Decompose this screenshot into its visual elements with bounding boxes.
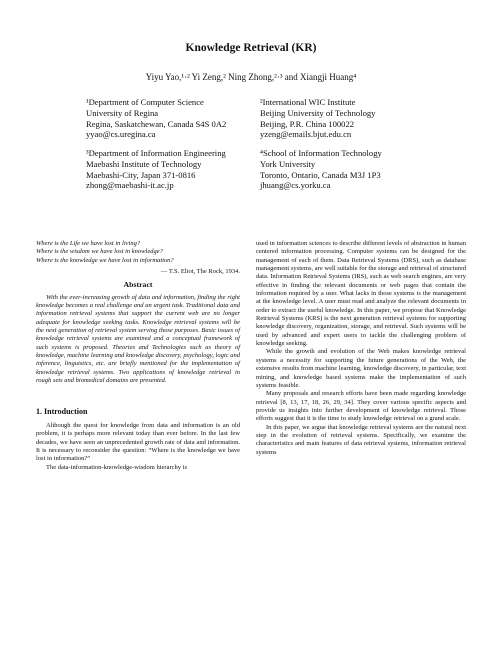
affiliation-email: yzeng@emails.bjut.edu.cn bbox=[260, 129, 352, 140]
body-paragraph: In this paper, we argue that knowledge retrieval systems are the natural next step in the evolution of retrieval systems. Specifically, we examine the characteristics and main features of data retrieval systems, information retrieval systems bbox=[256, 423, 466, 456]
affiliation-3 bbox=[86, 148, 226, 191]
body-paragraph: Many proposals and research efforts have been made regarding knowledge retrieval [8, 13, 17, 18, 26, 29, 34]. They cover various specific aspects and provide us insights into further development of knowledge retrieval. Those efforts suggest that it is the time to study knowledge retrieval on a grand scale. bbox=[256, 390, 466, 423]
affiliation-1 bbox=[86, 97, 226, 140]
affiliation-2 bbox=[260, 97, 375, 140]
right-column bbox=[256, 240, 466, 457]
body-paragraph: While the growth and evolution of the Web makes knowledge retrieval systems a necessity for supporting the future generations of the Web, the extensive results from machine learning, knowledge discovery, in particular, text mining, and knowledge based systems make the implementation of such systems feasible. bbox=[256, 348, 466, 389]
affiliation-line: Maebashi Institute of Technology bbox=[86, 158, 202, 169]
body-paragraph: The data-information-knowledge-wisdom hierarchy is bbox=[46, 463, 187, 471]
affiliation-4 bbox=[260, 148, 382, 191]
epigraph-line: Where is the Life we have lost in living? bbox=[36, 240, 141, 247]
section-heading-introduction: 1. Introduction bbox=[36, 406, 88, 416]
abstract-heading: Abstract bbox=[123, 280, 153, 290]
affiliation-line: University of Regina bbox=[86, 107, 159, 118]
affiliation-line: ²International WIC Institute bbox=[260, 97, 356, 107]
epigraph bbox=[36, 240, 240, 265]
epigraph-attribution: — T.S. Eliot, The Rock, 1934. bbox=[160, 268, 240, 276]
affiliation-line: Toronto, Ontario, Canada M3J 1P3 bbox=[260, 169, 381, 180]
left-column bbox=[36, 240, 240, 472]
paper-title: Knowledge Retrieval (KR) bbox=[185, 42, 317, 54]
body-paragraph: used in information sciences to describe different levels of abstraction in human centered information processing. Computer systems can be designed for the management of each of them. Data Retrieval Systems (DRS), such as database management systems, are well suitable for the storage and retrieval of structured data. Information Retrieval Systems (IRS), such as web search engines, are very effective in finding the relevant documents or web pages that contain the information required by a user. What lacks in those systems is the management at the knowledge level. A user must read and analyze the relevant documents in order to extract the useful knowledge. In this paper, we propose that Knowledge Retrieval Systems (KRS) is the next generation retrieval systems for supporting knowledge discovery, organization, storage, and retrieval. Such systems will be used by advanced and expert users to tackle the challenging problem of knowledge seeking. bbox=[256, 240, 466, 348]
affiliation-line: York University bbox=[260, 158, 316, 169]
epigraph-line: Where is the wisdom we have lost in knowledge? bbox=[36, 248, 163, 256]
affiliation-line: ³Department of Information Engineering bbox=[86, 148, 226, 158]
epigraph-line: Where is the knowledge we have lost in information? bbox=[36, 256, 174, 264]
abstract-text: With the ever-increasing growth of data and information, finding the right knowledge becomes a real challenge and an urgent task. Traditional data and information retrieval systems that support the current web are no longer adequate for knowledge seeking tasks. Knowledge retrieval systems will be the next generation of retrieval system serving those purposes. Basic issues of knowledge retrieval systems are examined and a conceptual framework of such systems is proposed. Theories and Technologies such as theory of knowledge, machine learning and knowledge discovery, psychology, logic and inference, linguistics, etc. are briefly mentioned for the implementation of knowledge retrieval systems. Two applications of knowledge retrieval in rough sets and biomedical domains are presented. bbox=[36, 293, 240, 385]
affiliation-line: ⁴School of Information Technology bbox=[260, 148, 382, 158]
affiliation-email: yyao@cs.uregina.ca bbox=[86, 129, 156, 140]
affiliation-line: Maebashi-City, Japan 371-0816 bbox=[86, 169, 196, 180]
affiliation-line: Regina, Saskatchewan, Canada S4S 0A2 bbox=[86, 118, 227, 129]
affiliation-line: Beijing, P.R. China 100022 bbox=[260, 118, 355, 129]
affiliation-email: jhuang@cs.yorku.ca bbox=[260, 180, 331, 191]
affiliation-email: zhong@maebashi-it.ac.jp bbox=[86, 180, 174, 191]
affiliation-line: Beijing University of Technology bbox=[260, 107, 376, 118]
body-paragraph: Although the quest for knowledge from data and information is an old problem, it is perhaps more relevant today than ever before. In the last few decades, we have seen an unprecedented growth rate of data and information. It is necessary to reconsider the question: “Where is the knowledge we have lost in information?” bbox=[36, 421, 240, 463]
author-list: Yiyu Yao,¹·² Yi Zeng,² Ning Zhong,²·³ and Xiangji Huang⁴ bbox=[145, 72, 357, 82]
affiliation-line: ¹Department of Computer Science bbox=[86, 97, 204, 107]
